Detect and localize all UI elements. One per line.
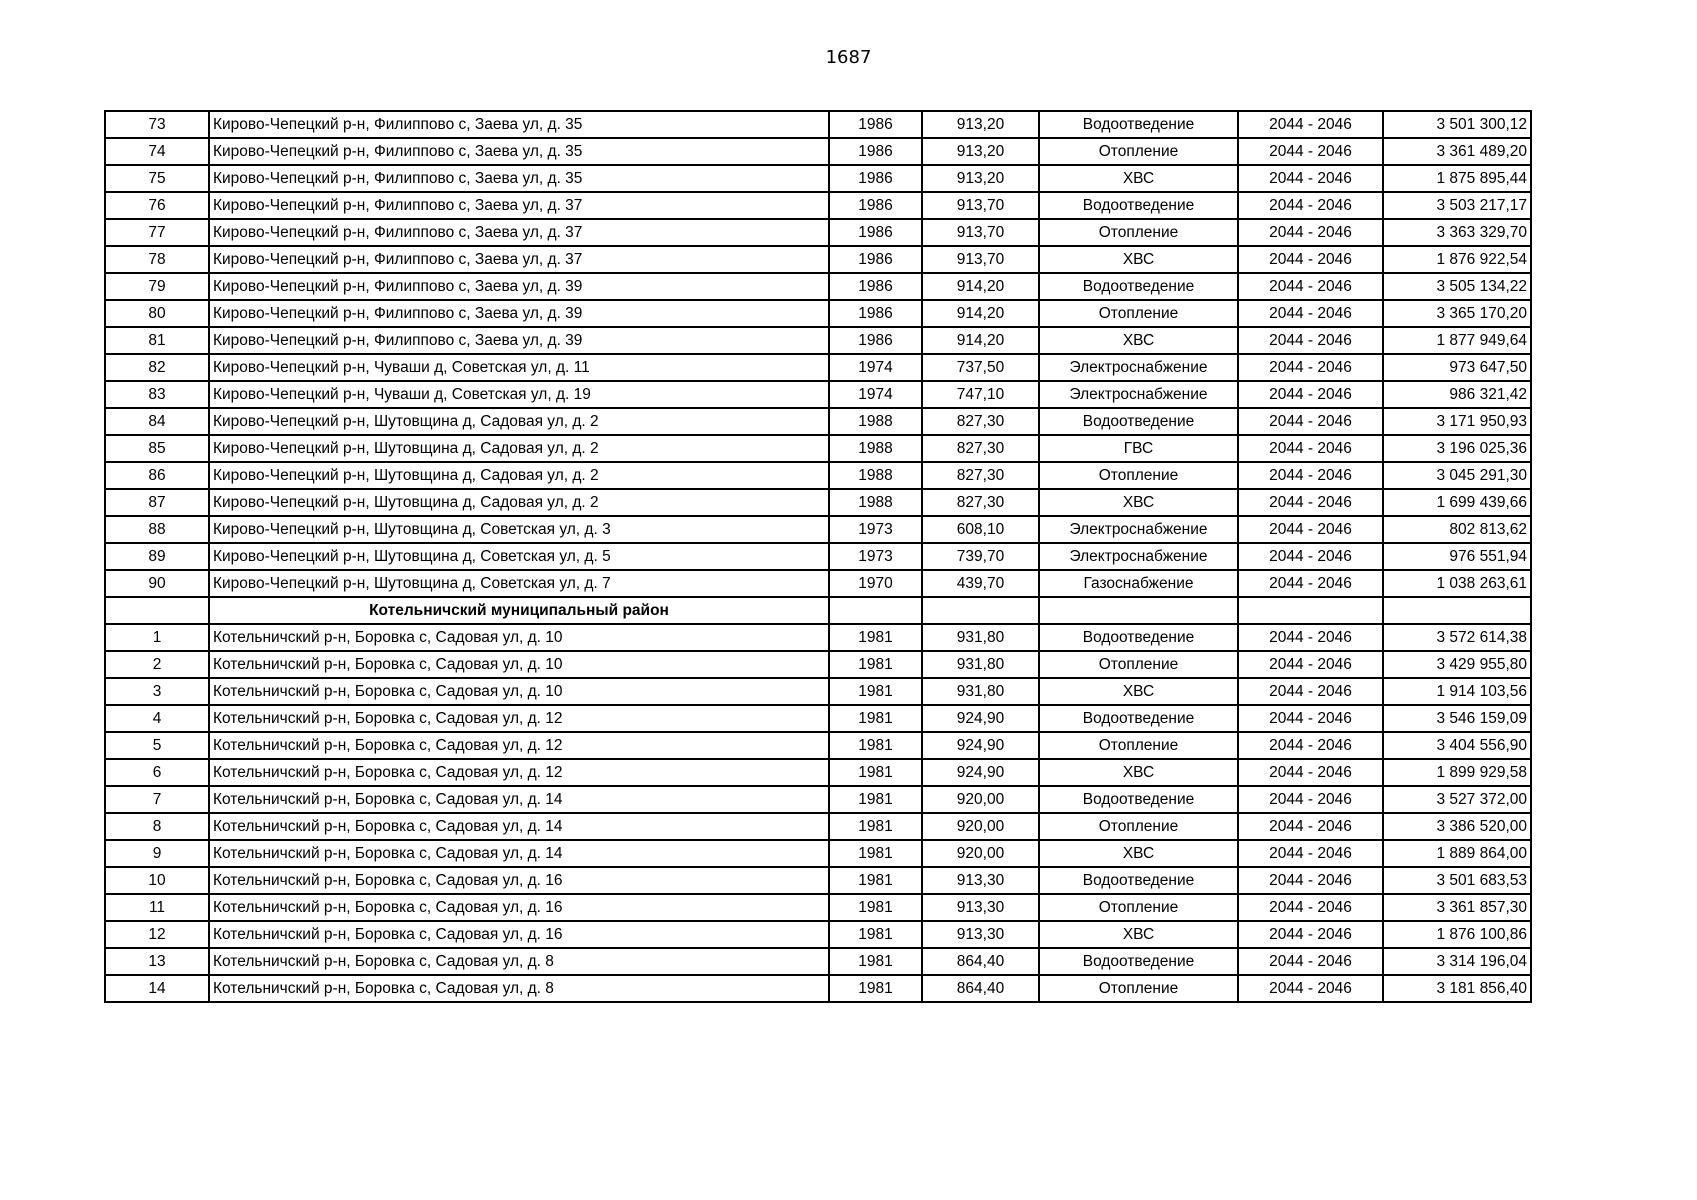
build-year-cell (829, 597, 922, 624)
area-cell: 913,30 (922, 921, 1039, 948)
build-year-cell: 1986 (829, 111, 922, 138)
work-type-cell: ХВС (1039, 489, 1238, 516)
work-type-cell: ХВС (1039, 165, 1238, 192)
table-row (105, 867, 1531, 894)
cost-cell: 1 699 439,66 (1383, 489, 1531, 516)
cost-cell: 3 501 300,12 (1383, 111, 1531, 138)
row-number-cell: 78 (105, 246, 209, 273)
build-year-cell: 1981 (829, 948, 922, 975)
build-year-cell: 1981 (829, 867, 922, 894)
table-row (105, 489, 1531, 516)
build-year-cell: 1986 (829, 192, 922, 219)
work-type-cell: Отопление (1039, 975, 1238, 1002)
build-year-cell: 1981 (829, 894, 922, 921)
row-number-cell: 77 (105, 219, 209, 246)
work-type-cell: Электроснабжение (1039, 381, 1238, 408)
row-number-cell: 75 (105, 165, 209, 192)
period-cell: 2044 - 2046 (1238, 381, 1383, 408)
cost-cell: 3 404 556,90 (1383, 732, 1531, 759)
period-cell: 2044 - 2046 (1238, 759, 1383, 786)
address-cell: Котельничский р-н, Боровка с, Садовая ул, д. 10 (209, 651, 829, 678)
work-type-cell: Отопление (1039, 462, 1238, 489)
area-cell: 931,80 (922, 678, 1039, 705)
table-row (105, 840, 1531, 867)
row-number-cell: 8 (105, 813, 209, 840)
table-row (105, 300, 1531, 327)
period-cell: 2044 - 2046 (1238, 111, 1383, 138)
area-cell: 913,70 (922, 246, 1039, 273)
table-row (105, 624, 1531, 651)
cost-cell: 1 889 864,00 (1383, 840, 1531, 867)
build-year-cell: 1988 (829, 435, 922, 462)
table-row (105, 570, 1531, 597)
section-header-row (105, 597, 1531, 624)
work-type-cell: ХВС (1039, 759, 1238, 786)
period-cell: 2044 - 2046 (1238, 705, 1383, 732)
row-number-cell (105, 597, 209, 624)
row-number-cell: 83 (105, 381, 209, 408)
build-year-cell: 1981 (829, 813, 922, 840)
row-number-cell: 89 (105, 543, 209, 570)
address-cell: Кирово-Чепецкий р-н, Шутовщина д, Садовая ул, д. 2 (209, 462, 829, 489)
cost-cell (1383, 597, 1531, 624)
work-type-cell: ХВС (1039, 246, 1238, 273)
row-number-cell: 4 (105, 705, 209, 732)
table-row (105, 813, 1531, 840)
cost-cell: 3 505 134,22 (1383, 273, 1531, 300)
work-type-cell: Электроснабжение (1039, 354, 1238, 381)
work-type-cell: ХВС (1039, 678, 1238, 705)
area-cell: 827,30 (922, 435, 1039, 462)
address-cell: Котельничский р-н, Боровка с, Садовая ул, д. 14 (209, 813, 829, 840)
address-cell: Кирово-Чепецкий р-н, Чуваши д, Советская ул, д. 11 (209, 354, 829, 381)
address-cell: Кирово-Чепецкий р-н, Филиппово с, Заева ул, д. 37 (209, 246, 829, 273)
period-cell: 2044 - 2046 (1238, 300, 1383, 327)
cost-cell: 3 365 170,20 (1383, 300, 1531, 327)
work-type-cell: Водоотведение (1039, 273, 1238, 300)
work-type-cell: ХВС (1039, 921, 1238, 948)
address-cell: Кирово-Чепецкий р-н, Филиппово с, Заева ул, д. 39 (209, 273, 829, 300)
row-number-cell: 74 (105, 138, 209, 165)
address-cell: Котельничский р-н, Боровка с, Садовая ул, д. 8 (209, 975, 829, 1002)
table-row (105, 354, 1531, 381)
period-cell: 2044 - 2046 (1238, 462, 1383, 489)
row-number-cell: 81 (105, 327, 209, 354)
area-cell: 913,20 (922, 138, 1039, 165)
area-cell: 920,00 (922, 840, 1039, 867)
cost-cell: 3 429 955,80 (1383, 651, 1531, 678)
area-cell (922, 597, 1039, 624)
build-year-cell: 1988 (829, 408, 922, 435)
period-cell: 2044 - 2046 (1238, 678, 1383, 705)
cost-cell: 3 314 196,04 (1383, 948, 1531, 975)
work-type-cell: Водоотведение (1039, 705, 1238, 732)
address-cell: Кирово-Чепецкий р-н, Филиппово с, Заева ул, д. 35 (209, 165, 829, 192)
work-type-cell: Водоотведение (1039, 786, 1238, 813)
build-year-cell: 1981 (829, 786, 922, 813)
work-type-cell: Водоотведение (1039, 624, 1238, 651)
period-cell: 2044 - 2046 (1238, 192, 1383, 219)
area-cell: 931,80 (922, 651, 1039, 678)
period-cell: 2044 - 2046 (1238, 651, 1383, 678)
row-number-cell: 2 (105, 651, 209, 678)
address-cell: Котельничский р-н, Боровка с, Садовая ул, д. 10 (209, 678, 829, 705)
address-cell: Кирово-Чепецкий р-н, Чуваши д, Советская ул, д. 19 (209, 381, 829, 408)
build-year-cell: 1981 (829, 705, 922, 732)
area-cell: 737,50 (922, 354, 1039, 381)
period-cell: 2044 - 2046 (1238, 786, 1383, 813)
table-row (105, 786, 1531, 813)
row-number-cell: 9 (105, 840, 209, 867)
row-number-cell: 13 (105, 948, 209, 975)
table-row (105, 111, 1531, 138)
cost-cell: 1 876 922,54 (1383, 246, 1531, 273)
work-type-cell: Водоотведение (1039, 948, 1238, 975)
address-cell: Кирово-Чепецкий р-н, Шутовщина д, Садовая ул, д. 2 (209, 408, 829, 435)
row-number-cell: 76 (105, 192, 209, 219)
address-cell: Котельничский р-н, Боровка с, Садовая ул, д. 12 (209, 705, 829, 732)
address-cell: Кирово-Чепецкий р-н, Филиппово с, Заева ул, д. 37 (209, 219, 829, 246)
work-type-cell: Отопление (1039, 813, 1238, 840)
address-cell: Котельничский р-н, Боровка с, Садовая ул, д. 16 (209, 894, 829, 921)
table-row (105, 381, 1531, 408)
row-number-cell: 82 (105, 354, 209, 381)
area-cell: 827,30 (922, 462, 1039, 489)
build-year-cell: 1986 (829, 165, 922, 192)
build-year-cell: 1981 (829, 975, 922, 1002)
table-row (105, 948, 1531, 975)
address-cell: Котельничский р-н, Боровка с, Садовая ул, д. 10 (209, 624, 829, 651)
address-cell: Кирово-Чепецкий р-н, Шутовщина д, Советская ул, д. 3 (209, 516, 829, 543)
work-type-cell: ГВС (1039, 435, 1238, 462)
work-type-cell (1039, 597, 1238, 624)
table-row (105, 219, 1531, 246)
period-cell: 2044 - 2046 (1238, 246, 1383, 273)
table-row (105, 462, 1531, 489)
table-row (105, 894, 1531, 921)
row-number-cell: 86 (105, 462, 209, 489)
row-number-cell: 11 (105, 894, 209, 921)
address-cell: Котельничский р-н, Боровка с, Садовая ул, д. 14 (209, 840, 829, 867)
table-row (105, 138, 1531, 165)
cost-cell: 802 813,62 (1383, 516, 1531, 543)
row-number-cell: 14 (105, 975, 209, 1002)
area-cell: 439,70 (922, 570, 1039, 597)
period-cell: 2044 - 2046 (1238, 813, 1383, 840)
address-cell: Кирово-Чепецкий р-н, Филиппово с, Заева ул, д. 35 (209, 138, 829, 165)
table-body (105, 111, 1531, 1002)
build-year-cell: 1981 (829, 732, 922, 759)
area-cell: 920,00 (922, 813, 1039, 840)
address-cell: Кирово-Чепецкий р-н, Шутовщина д, Садовая ул, д. 2 (209, 489, 829, 516)
table-row (105, 921, 1531, 948)
row-number-cell: 88 (105, 516, 209, 543)
area-cell: 914,20 (922, 273, 1039, 300)
table-row (105, 192, 1531, 219)
table-row (105, 327, 1531, 354)
period-cell: 2044 - 2046 (1238, 975, 1383, 1002)
area-cell: 914,20 (922, 300, 1039, 327)
cost-cell: 986 321,42 (1383, 381, 1531, 408)
build-year-cell: 1970 (829, 570, 922, 597)
period-cell: 2044 - 2046 (1238, 570, 1383, 597)
cost-cell: 3 361 489,20 (1383, 138, 1531, 165)
build-year-cell: 1986 (829, 138, 922, 165)
area-cell: 913,30 (922, 867, 1039, 894)
build-year-cell: 1973 (829, 516, 922, 543)
period-cell: 2044 - 2046 (1238, 516, 1383, 543)
address-cell: Котельничский р-н, Боровка с, Садовая ул, д. 8 (209, 948, 829, 975)
table-row (105, 273, 1531, 300)
period-cell: 2044 - 2046 (1238, 273, 1383, 300)
period-cell: 2044 - 2046 (1238, 948, 1383, 975)
table-row (105, 408, 1531, 435)
area-cell: 920,00 (922, 786, 1039, 813)
cost-cell: 3 386 520,00 (1383, 813, 1531, 840)
cost-cell: 1 875 895,44 (1383, 165, 1531, 192)
cost-cell: 1 038 263,61 (1383, 570, 1531, 597)
build-year-cell: 1981 (829, 840, 922, 867)
period-cell: 2044 - 2046 (1238, 867, 1383, 894)
work-type-cell: Водоотведение (1039, 408, 1238, 435)
row-number-cell: 10 (105, 867, 209, 894)
row-number-cell: 90 (105, 570, 209, 597)
build-year-cell: 1981 (829, 651, 922, 678)
row-number-cell: 7 (105, 786, 209, 813)
work-type-cell: Электроснабжение (1039, 543, 1238, 570)
area-cell: 924,90 (922, 705, 1039, 732)
table-row (105, 732, 1531, 759)
build-year-cell: 1974 (829, 381, 922, 408)
cost-cell: 3 572 614,38 (1383, 624, 1531, 651)
row-number-cell: 79 (105, 273, 209, 300)
area-cell: 864,40 (922, 975, 1039, 1002)
period-cell: 2044 - 2046 (1238, 840, 1383, 867)
area-cell: 913,20 (922, 111, 1039, 138)
cost-cell: 3 363 329,70 (1383, 219, 1531, 246)
work-type-cell: ХВС (1039, 840, 1238, 867)
work-type-cell: Отопление (1039, 300, 1238, 327)
period-cell: 2044 - 2046 (1238, 543, 1383, 570)
address-cell: Котельничский р-н, Боровка с, Садовая ул, д. 16 (209, 921, 829, 948)
cost-cell: 3 546 159,09 (1383, 705, 1531, 732)
address-cell: Кирово-Чепецкий р-н, Шутовщина д, Советская ул, д. 7 (209, 570, 829, 597)
cost-cell: 3 501 683,53 (1383, 867, 1531, 894)
area-cell: 931,80 (922, 624, 1039, 651)
area-cell: 913,20 (922, 165, 1039, 192)
area-cell: 827,30 (922, 408, 1039, 435)
table-row (105, 651, 1531, 678)
row-number-cell: 5 (105, 732, 209, 759)
cost-cell: 3 181 856,40 (1383, 975, 1531, 1002)
row-number-cell: 80 (105, 300, 209, 327)
build-year-cell: 1973 (829, 543, 922, 570)
table-row (105, 678, 1531, 705)
work-type-cell: Отопление (1039, 138, 1238, 165)
table-row (105, 165, 1531, 192)
work-type-cell: Водоотведение (1039, 192, 1238, 219)
area-cell: 914,20 (922, 327, 1039, 354)
page-number: 1687 (825, 47, 872, 68)
address-cell: Котельничский р-н, Боровка с, Садовая ул, д. 16 (209, 867, 829, 894)
build-year-cell: 1986 (829, 327, 922, 354)
table-row (105, 975, 1531, 1002)
area-cell: 913,30 (922, 894, 1039, 921)
area-cell: 913,70 (922, 219, 1039, 246)
work-type-cell: Отопление (1039, 732, 1238, 759)
cost-cell: 1 899 929,58 (1383, 759, 1531, 786)
work-type-cell: Электроснабжение (1039, 516, 1238, 543)
address-cell: Кирово-Чепецкий р-н, Филиппово с, Заева ул, д. 39 (209, 327, 829, 354)
build-year-cell: 1986 (829, 219, 922, 246)
row-number-cell: 12 (105, 921, 209, 948)
work-type-cell: Газоснабжение (1039, 570, 1238, 597)
section-title: Котельничский муниципальный район (209, 597, 829, 624)
table-row (105, 246, 1531, 273)
period-cell: 2044 - 2046 (1238, 165, 1383, 192)
area-cell: 924,90 (922, 732, 1039, 759)
table-row (105, 759, 1531, 786)
address-cell: Котельничский р-н, Боровка с, Садовая ул, д. 12 (209, 732, 829, 759)
cost-cell: 3 045 291,30 (1383, 462, 1531, 489)
repair-schedule-table (104, 110, 1532, 1003)
cost-cell: 1 876 100,86 (1383, 921, 1531, 948)
address-cell: Кирово-Чепецкий р-н, Шутовщина д, Советская ул, д. 5 (209, 543, 829, 570)
cost-cell: 3 503 217,17 (1383, 192, 1531, 219)
build-year-cell: 1988 (829, 489, 922, 516)
period-cell: 2044 - 2046 (1238, 354, 1383, 381)
period-cell: 2044 - 2046 (1238, 435, 1383, 462)
table-row (105, 516, 1531, 543)
build-year-cell: 1986 (829, 273, 922, 300)
build-year-cell: 1986 (829, 300, 922, 327)
cost-cell: 3 171 950,93 (1383, 408, 1531, 435)
area-cell: 924,90 (922, 759, 1039, 786)
work-type-cell: Отопление (1039, 651, 1238, 678)
address-cell: Котельничский р-н, Боровка с, Садовая ул, д. 14 (209, 786, 829, 813)
area-cell: 864,40 (922, 948, 1039, 975)
period-cell: 2044 - 2046 (1238, 624, 1383, 651)
period-cell: 2044 - 2046 (1238, 732, 1383, 759)
work-type-cell: Отопление (1039, 219, 1238, 246)
build-year-cell: 1981 (829, 624, 922, 651)
build-year-cell: 1981 (829, 921, 922, 948)
work-type-cell: ХВС (1039, 327, 1238, 354)
period-cell: 2044 - 2046 (1238, 894, 1383, 921)
cost-cell: 3 361 857,30 (1383, 894, 1531, 921)
period-cell: 2044 - 2046 (1238, 138, 1383, 165)
table-row (105, 705, 1531, 732)
address-cell: Котельничский р-н, Боровка с, Садовая ул, д. 12 (209, 759, 829, 786)
area-cell: 608,10 (922, 516, 1039, 543)
row-number-cell: 73 (105, 111, 209, 138)
work-type-cell: Водоотведение (1039, 111, 1238, 138)
work-type-cell: Водоотведение (1039, 867, 1238, 894)
cost-cell: 976 551,94 (1383, 543, 1531, 570)
build-year-cell: 1986 (829, 246, 922, 273)
area-cell: 827,30 (922, 489, 1039, 516)
area-cell: 739,70 (922, 543, 1039, 570)
area-cell: 747,10 (922, 381, 1039, 408)
row-number-cell: 3 (105, 678, 209, 705)
build-year-cell: 1981 (829, 759, 922, 786)
row-number-cell: 87 (105, 489, 209, 516)
period-cell (1238, 597, 1383, 624)
cost-cell: 973 647,50 (1383, 354, 1531, 381)
build-year-cell: 1974 (829, 354, 922, 381)
build-year-cell: 1981 (829, 678, 922, 705)
period-cell: 2044 - 2046 (1238, 489, 1383, 516)
period-cell: 2044 - 2046 (1238, 327, 1383, 354)
address-cell: Кирово-Чепецкий р-н, Филиппово с, Заева ул, д. 35 (209, 111, 829, 138)
table-row (105, 435, 1531, 462)
row-number-cell: 6 (105, 759, 209, 786)
row-number-cell: 1 (105, 624, 209, 651)
area-cell: 913,70 (922, 192, 1039, 219)
cost-cell: 1 914 103,56 (1383, 678, 1531, 705)
cost-cell: 3 196 025,36 (1383, 435, 1531, 462)
row-number-cell: 85 (105, 435, 209, 462)
row-number-cell: 84 (105, 408, 209, 435)
cost-cell: 1 877 949,64 (1383, 327, 1531, 354)
period-cell: 2044 - 2046 (1238, 219, 1383, 246)
address-cell: Кирово-Чепецкий р-н, Шутовщина д, Садовая ул, д. 2 (209, 435, 829, 462)
period-cell: 2044 - 2046 (1238, 921, 1383, 948)
period-cell: 2044 - 2046 (1238, 408, 1383, 435)
address-cell: Кирово-Чепецкий р-н, Филиппово с, Заева ул, д. 39 (209, 300, 829, 327)
address-cell: Кирово-Чепецкий р-н, Филиппово с, Заева ул, д. 37 (209, 192, 829, 219)
build-year-cell: 1988 (829, 462, 922, 489)
work-type-cell: Отопление (1039, 894, 1238, 921)
cost-cell: 3 527 372,00 (1383, 786, 1531, 813)
table-row (105, 543, 1531, 570)
